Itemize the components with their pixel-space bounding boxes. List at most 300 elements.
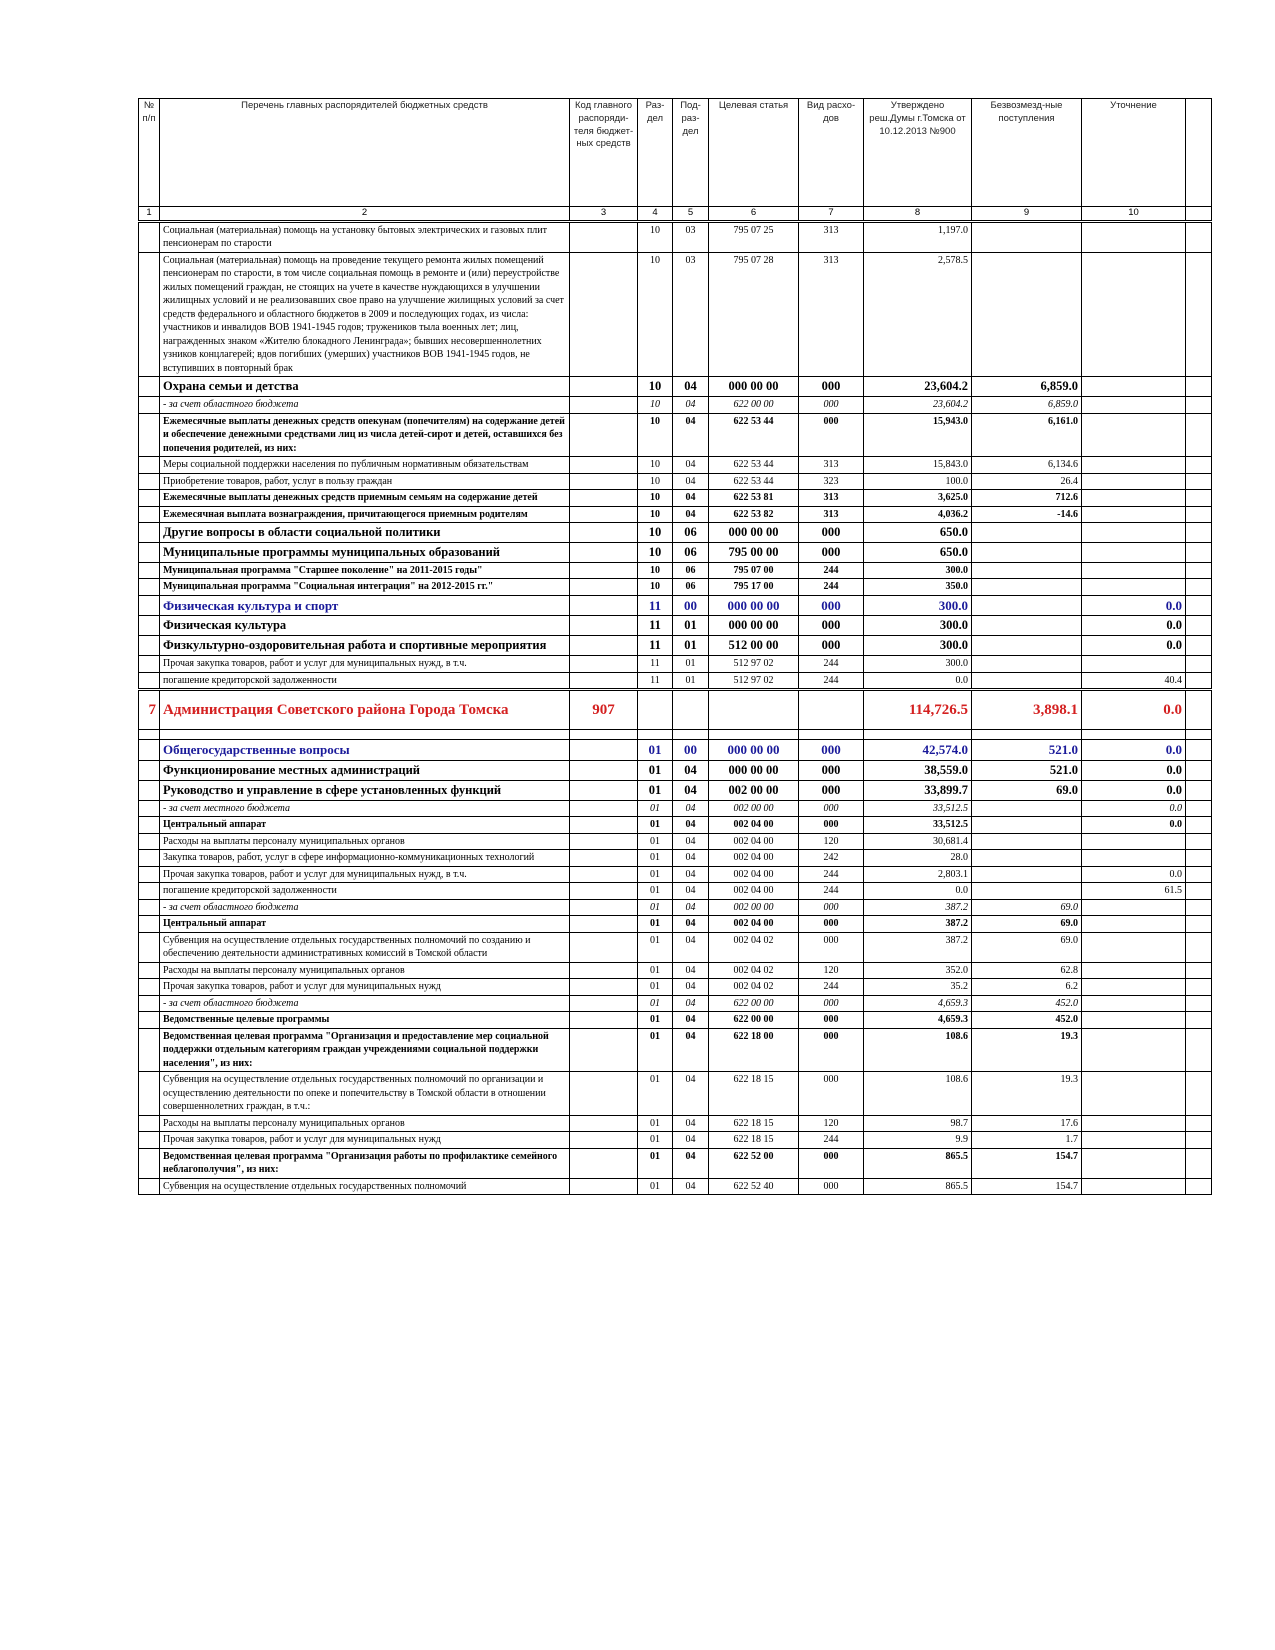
column-number: 8 — [864, 207, 972, 222]
row-vid: 000 — [799, 916, 864, 933]
row-approved: 2,578.5 — [864, 252, 972, 377]
row-extra-cell — [1186, 636, 1212, 656]
row-podrazdel: 01 — [673, 636, 709, 656]
row-number — [139, 616, 160, 636]
row-clarify — [1082, 377, 1186, 397]
row-clarify — [1082, 833, 1186, 850]
row-clarify: 0.0 — [1082, 740, 1186, 761]
row-podrazdel: 04 — [673, 1012, 709, 1029]
row-number — [139, 730, 160, 740]
row-free: 69.0 — [972, 916, 1082, 933]
row-code — [570, 1012, 638, 1029]
row-target: 002 00 00 — [709, 780, 799, 800]
row-podrazdel: 04 — [673, 473, 709, 490]
row-extra-cell — [1186, 979, 1212, 996]
row-approved: 15,843.0 — [864, 457, 972, 474]
row-podrazdel: 04 — [673, 995, 709, 1012]
row-clarify: 0.0 — [1082, 690, 1186, 730]
row-code — [570, 397, 638, 414]
row-free — [972, 817, 1082, 834]
row-free: 154.7 — [972, 1148, 1082, 1178]
row-podrazdel: 06 — [673, 523, 709, 543]
row-vid: 000 — [799, 543, 864, 563]
row-approved: 350.0 — [864, 579, 972, 596]
table-row — [139, 221, 1212, 252]
row-extra-cell — [1186, 457, 1212, 474]
row-target: 795 07 25 — [709, 221, 799, 252]
table-row — [139, 252, 1212, 377]
row-name: Расходы на выплаты персоналу муниципальных органов — [160, 833, 570, 850]
row-number — [139, 672, 160, 690]
row-extra-cell — [1186, 1115, 1212, 1132]
row-target: 002 04 02 — [709, 962, 799, 979]
row-target: 622 53 81 — [709, 490, 799, 507]
row-podrazdel: 04 — [673, 1148, 709, 1178]
row-code — [570, 800, 638, 817]
row-razdel: 11 — [638, 656, 673, 673]
row-approved: 2,803.1 — [864, 866, 972, 883]
row-vid: 000 — [799, 995, 864, 1012]
row-name: Субвенция на осуществление отдельных государственных полномочий — [160, 1178, 570, 1195]
row-name: Другие вопросы в области социальной политики — [160, 523, 570, 543]
row-name: Прочая закупка товаров, работ и услуг для муниципальных нужд, в т.ч. — [160, 656, 570, 673]
row-razdel: 10 — [638, 413, 673, 457]
row-number — [139, 1132, 160, 1149]
table-row — [139, 1178, 1212, 1195]
row-approved: 30,681.4 — [864, 833, 972, 850]
row-approved: 387.2 — [864, 932, 972, 962]
row-free: 62.8 — [972, 962, 1082, 979]
row-code — [570, 932, 638, 962]
table-row — [139, 962, 1212, 979]
row-razdel: 01 — [638, 1132, 673, 1149]
row-vid: 242 — [799, 850, 864, 867]
row-code: 907 — [570, 690, 638, 730]
table-row — [139, 523, 1212, 543]
row-target: 000 00 00 — [709, 377, 799, 397]
row-vid: 000 — [799, 397, 864, 414]
row-razdel: 10 — [638, 506, 673, 523]
row-target — [709, 730, 799, 740]
table-body — [139, 221, 1212, 1194]
row-extra-cell — [1186, 506, 1212, 523]
row-free — [972, 523, 1082, 543]
row-name: Закупка товаров, работ, услуг в сфере информационно-коммуникационных технологий — [160, 850, 570, 867]
row-target: 002 04 00 — [709, 833, 799, 850]
row-vid: 000 — [799, 1012, 864, 1029]
row-razdel: 01 — [638, 916, 673, 933]
row-podrazdel: 04 — [673, 490, 709, 507]
row-vid: 000 — [799, 1148, 864, 1178]
row-podrazdel: 00 — [673, 595, 709, 616]
row-name: Функционирование местных администраций — [160, 760, 570, 780]
row-target: 622 00 00 — [709, 995, 799, 1012]
row-number — [139, 740, 160, 761]
row-name: Муниципальная программа "Социальная интеграция" на 2012-2015 гг." — [160, 579, 570, 596]
row-extra-cell — [1186, 579, 1212, 596]
row-vid: 244 — [799, 562, 864, 579]
row-target: 622 53 44 — [709, 413, 799, 457]
row-free — [972, 850, 1082, 867]
row-extra-cell — [1186, 690, 1212, 730]
row-vid: 244 — [799, 579, 864, 596]
row-name: Физическая культура и спорт — [160, 595, 570, 616]
row-target: 000 00 00 — [709, 523, 799, 543]
row-vid: 000 — [799, 800, 864, 817]
row-name: Расходы на выплаты персоналу муниципальных органов — [160, 1115, 570, 1132]
row-free: 69.0 — [972, 780, 1082, 800]
row-razdel: 01 — [638, 962, 673, 979]
row-extra-cell — [1186, 221, 1212, 252]
row-razdel: 10 — [638, 252, 673, 377]
row-free: 521.0 — [972, 760, 1082, 780]
row-target: 000 00 00 — [709, 760, 799, 780]
row-vid: 244 — [799, 1132, 864, 1149]
row-number — [139, 636, 160, 656]
row-number — [139, 1072, 160, 1116]
row-code — [570, 457, 638, 474]
row-code — [570, 413, 638, 457]
row-razdel: 01 — [638, 1178, 673, 1195]
row-extra-cell — [1186, 740, 1212, 761]
row-extra-cell — [1186, 1132, 1212, 1149]
row-number — [139, 866, 160, 883]
row-vid: 000 — [799, 377, 864, 397]
row-clarify — [1082, 490, 1186, 507]
row-razdel: 01 — [638, 817, 673, 834]
row-target: 002 04 00 — [709, 850, 799, 867]
header-name: Перечень главных распорядителей бюджетных средств — [160, 99, 570, 207]
table-row — [139, 899, 1212, 916]
row-target: 002 00 00 — [709, 800, 799, 817]
row-number — [139, 1148, 160, 1178]
row-clarify — [1082, 221, 1186, 252]
row-podrazdel: 01 — [673, 616, 709, 636]
row-podrazdel: 06 — [673, 579, 709, 596]
row-code — [570, 473, 638, 490]
row-approved: 0.0 — [864, 883, 972, 900]
row-name: Ежемесячные выплаты денежных средств приемным семьям на содержание детей — [160, 490, 570, 507]
row-free: 17.6 — [972, 1115, 1082, 1132]
row-clarify — [1082, 579, 1186, 596]
row-podrazdel: 04 — [673, 760, 709, 780]
row-name: Ежемесячная выплата вознаграждения, причитающегося приемным родителям — [160, 506, 570, 523]
table-row — [139, 1072, 1212, 1116]
row-number — [139, 899, 160, 916]
row-razdel: 01 — [638, 850, 673, 867]
row-extra-cell — [1186, 883, 1212, 900]
row-razdel: 11 — [638, 672, 673, 690]
row-extra-cell — [1186, 656, 1212, 673]
table-row — [139, 413, 1212, 457]
row-name: Центральный аппарат — [160, 817, 570, 834]
row-podrazdel: 03 — [673, 252, 709, 377]
row-free — [972, 730, 1082, 740]
table-row — [139, 850, 1212, 867]
row-extra-cell — [1186, 995, 1212, 1012]
row-extra-cell — [1186, 473, 1212, 490]
row-number — [139, 800, 160, 817]
row-razdel: 10 — [638, 523, 673, 543]
row-code — [570, 1028, 638, 1072]
row-approved: 865.5 — [864, 1148, 972, 1178]
table-row — [139, 1148, 1212, 1178]
table-row — [139, 616, 1212, 636]
row-free: 1.7 — [972, 1132, 1082, 1149]
row-code — [570, 506, 638, 523]
row-number — [139, 523, 160, 543]
table-row — [139, 562, 1212, 579]
header-podrazdel: Под-раз-дел — [673, 99, 709, 207]
row-razdel: 11 — [638, 636, 673, 656]
row-razdel: 01 — [638, 883, 673, 900]
row-podrazdel: 04 — [673, 932, 709, 962]
row-razdel: 01 — [638, 780, 673, 800]
row-vid: 120 — [799, 1115, 864, 1132]
row-target: 622 18 15 — [709, 1132, 799, 1149]
column-number: 4 — [638, 207, 673, 222]
column-number: 9 — [972, 207, 1082, 222]
row-number — [139, 413, 160, 457]
row-vid: 313 — [799, 252, 864, 377]
row-razdel: 11 — [638, 595, 673, 616]
row-razdel: 01 — [638, 833, 673, 850]
row-clarify: 0.0 — [1082, 780, 1186, 800]
row-code — [570, 883, 638, 900]
row-target: 622 18 00 — [709, 1028, 799, 1072]
row-extra-cell — [1186, 1178, 1212, 1195]
row-razdel: 01 — [638, 1072, 673, 1116]
row-vid: 323 — [799, 473, 864, 490]
row-free: 26.4 — [972, 473, 1082, 490]
row-clarify: 0.0 — [1082, 636, 1186, 656]
row-vid: 000 — [799, 760, 864, 780]
row-podrazdel: 04 — [673, 916, 709, 933]
row-target: 622 18 15 — [709, 1072, 799, 1116]
table-row — [139, 457, 1212, 474]
row-extra-cell — [1186, 413, 1212, 457]
row-target: 795 07 28 — [709, 252, 799, 377]
row-podrazdel — [673, 690, 709, 730]
row-target: 512 97 02 — [709, 656, 799, 673]
header-extra — [1186, 99, 1212, 207]
row-podrazdel: 04 — [673, 866, 709, 883]
table-row — [139, 473, 1212, 490]
row-podrazdel: 04 — [673, 1132, 709, 1149]
column-number: 5 — [673, 207, 709, 222]
row-free: 154.7 — [972, 1178, 1082, 1195]
table-row — [139, 730, 1212, 740]
row-free: 521.0 — [972, 740, 1082, 761]
row-number: 7 — [139, 690, 160, 730]
row-code — [570, 995, 638, 1012]
row-free — [972, 221, 1082, 252]
row-razdel: 10 — [638, 579, 673, 596]
row-razdel: 10 — [638, 397, 673, 414]
row-podrazdel: 04 — [673, 1028, 709, 1072]
table-row — [139, 656, 1212, 673]
row-approved: 23,604.2 — [864, 377, 972, 397]
table-row — [139, 672, 1212, 690]
row-approved: 387.2 — [864, 899, 972, 916]
row-clarify: 0.0 — [1082, 760, 1186, 780]
table-row — [139, 1028, 1212, 1072]
row-clarify — [1082, 899, 1186, 916]
row-number — [139, 916, 160, 933]
row-extra-cell — [1186, 377, 1212, 397]
row-number — [139, 490, 160, 507]
row-podrazdel: 04 — [673, 979, 709, 996]
column-number: 3 — [570, 207, 638, 222]
row-clarify: 0.0 — [1082, 800, 1186, 817]
row-name: Ведомственные целевые программы — [160, 1012, 570, 1029]
row-code — [570, 916, 638, 933]
row-code — [570, 377, 638, 397]
row-podrazdel: 04 — [673, 780, 709, 800]
row-razdel: 01 — [638, 1012, 673, 1029]
row-code — [570, 579, 638, 596]
table-row — [139, 780, 1212, 800]
row-vid: 000 — [799, 932, 864, 962]
row-vid: 244 — [799, 672, 864, 690]
row-free — [972, 883, 1082, 900]
row-razdel: 01 — [638, 740, 673, 761]
row-target: 622 00 00 — [709, 1012, 799, 1029]
row-approved: 114,726.5 — [864, 690, 972, 730]
row-free: 19.3 — [972, 1072, 1082, 1116]
row-approved: 650.0 — [864, 543, 972, 563]
row-approved: 15,943.0 — [864, 413, 972, 457]
row-extra-cell — [1186, 616, 1212, 636]
row-name: Прочая закупка товаров, работ и услуг для муниципальных нужд, в т.ч. — [160, 866, 570, 883]
row-clarify — [1082, 730, 1186, 740]
row-number — [139, 562, 160, 579]
table-row — [139, 740, 1212, 761]
row-razdel: 01 — [638, 899, 673, 916]
row-clarify — [1082, 995, 1186, 1012]
row-name: - за счет местного бюджета — [160, 800, 570, 817]
row-target: 002 04 02 — [709, 979, 799, 996]
row-number — [139, 979, 160, 996]
row-name: - за счет областного бюджета — [160, 397, 570, 414]
row-vid: 313 — [799, 490, 864, 507]
row-podrazdel: 00 — [673, 740, 709, 761]
row-extra-cell — [1186, 1012, 1212, 1029]
row-extra-cell — [1186, 1072, 1212, 1116]
row-code — [570, 672, 638, 690]
row-vid: 000 — [799, 817, 864, 834]
row-free: 6,859.0 — [972, 397, 1082, 414]
row-extra-cell — [1186, 730, 1212, 740]
row-target: 002 00 00 — [709, 899, 799, 916]
row-number — [139, 932, 160, 962]
row-vid: 244 — [799, 866, 864, 883]
row-number — [139, 579, 160, 596]
row-approved: 33,899.7 — [864, 780, 972, 800]
row-clarify — [1082, 979, 1186, 996]
table-row — [139, 506, 1212, 523]
row-podrazdel: 01 — [673, 672, 709, 690]
row-extra-cell — [1186, 833, 1212, 850]
row-extra-cell — [1186, 595, 1212, 616]
row-vid: 000 — [799, 740, 864, 761]
table-row — [139, 543, 1212, 563]
row-code — [570, 656, 638, 673]
row-target: 002 04 00 — [709, 866, 799, 883]
row-razdel: 10 — [638, 377, 673, 397]
header-target: Целевая статья — [709, 99, 799, 207]
row-number — [139, 1115, 160, 1132]
row-target: 622 00 00 — [709, 397, 799, 414]
row-free — [972, 833, 1082, 850]
row-code — [570, 616, 638, 636]
row-podrazdel: 04 — [673, 833, 709, 850]
row-free — [972, 543, 1082, 563]
row-name: погашение кредиторской задолженности — [160, 883, 570, 900]
row-razdel: 01 — [638, 995, 673, 1012]
row-clarify — [1082, 1072, 1186, 1116]
header-razdel: Раз-дел — [638, 99, 673, 207]
row-extra-cell — [1186, 916, 1212, 933]
row-vid: 000 — [799, 636, 864, 656]
row-vid: 244 — [799, 656, 864, 673]
row-target: 512 00 00 — [709, 636, 799, 656]
row-free: 69.0 — [972, 899, 1082, 916]
row-clarify — [1082, 962, 1186, 979]
row-razdel: 11 — [638, 616, 673, 636]
row-code — [570, 252, 638, 377]
row-code — [570, 833, 638, 850]
row-code — [570, 1132, 638, 1149]
row-razdel: 01 — [638, 760, 673, 780]
row-code — [570, 490, 638, 507]
row-approved: 300.0 — [864, 562, 972, 579]
row-name: Ведомственная целевая программа "Организация и предоставление мер социальной поддержки отдельным категориям граждан учреждениями социальной поддержки населения", из них: — [160, 1028, 570, 1072]
row-code — [570, 899, 638, 916]
row-free — [972, 656, 1082, 673]
row-clarify — [1082, 1012, 1186, 1029]
row-code — [570, 636, 638, 656]
row-name: Социальная (материальная) помощь на установку бытовых электрических и газовых плит пенсионерам по старости — [160, 221, 570, 252]
row-number — [139, 1028, 160, 1072]
row-vid: 000 — [799, 413, 864, 457]
row-target: 512 97 02 — [709, 672, 799, 690]
row-razdel — [638, 730, 673, 740]
row-clarify — [1082, 1148, 1186, 1178]
row-name: Прочая закупка товаров, работ и услуг для муниципальных нужд — [160, 1132, 570, 1149]
row-vid: 313 — [799, 506, 864, 523]
row-razdel: 01 — [638, 800, 673, 817]
row-number — [139, 506, 160, 523]
row-target: 622 18 15 — [709, 1115, 799, 1132]
row-free: 3,898.1 — [972, 690, 1082, 730]
row-free — [972, 672, 1082, 690]
row-podrazdel: 04 — [673, 899, 709, 916]
row-number — [139, 595, 160, 616]
table-row — [139, 833, 1212, 850]
row-free: 6,134.6 — [972, 457, 1082, 474]
row-razdel: 10 — [638, 490, 673, 507]
row-razdel: 01 — [638, 979, 673, 996]
row-vid: 120 — [799, 962, 864, 979]
header-vid: Вид расхо-дов — [799, 99, 864, 207]
row-clarify: 0.0 — [1082, 817, 1186, 834]
row-approved: 35.2 — [864, 979, 972, 996]
row-free: 452.0 — [972, 1012, 1082, 1029]
row-extra-cell — [1186, 817, 1212, 834]
row-approved: 1,197.0 — [864, 221, 972, 252]
row-number — [139, 760, 160, 780]
